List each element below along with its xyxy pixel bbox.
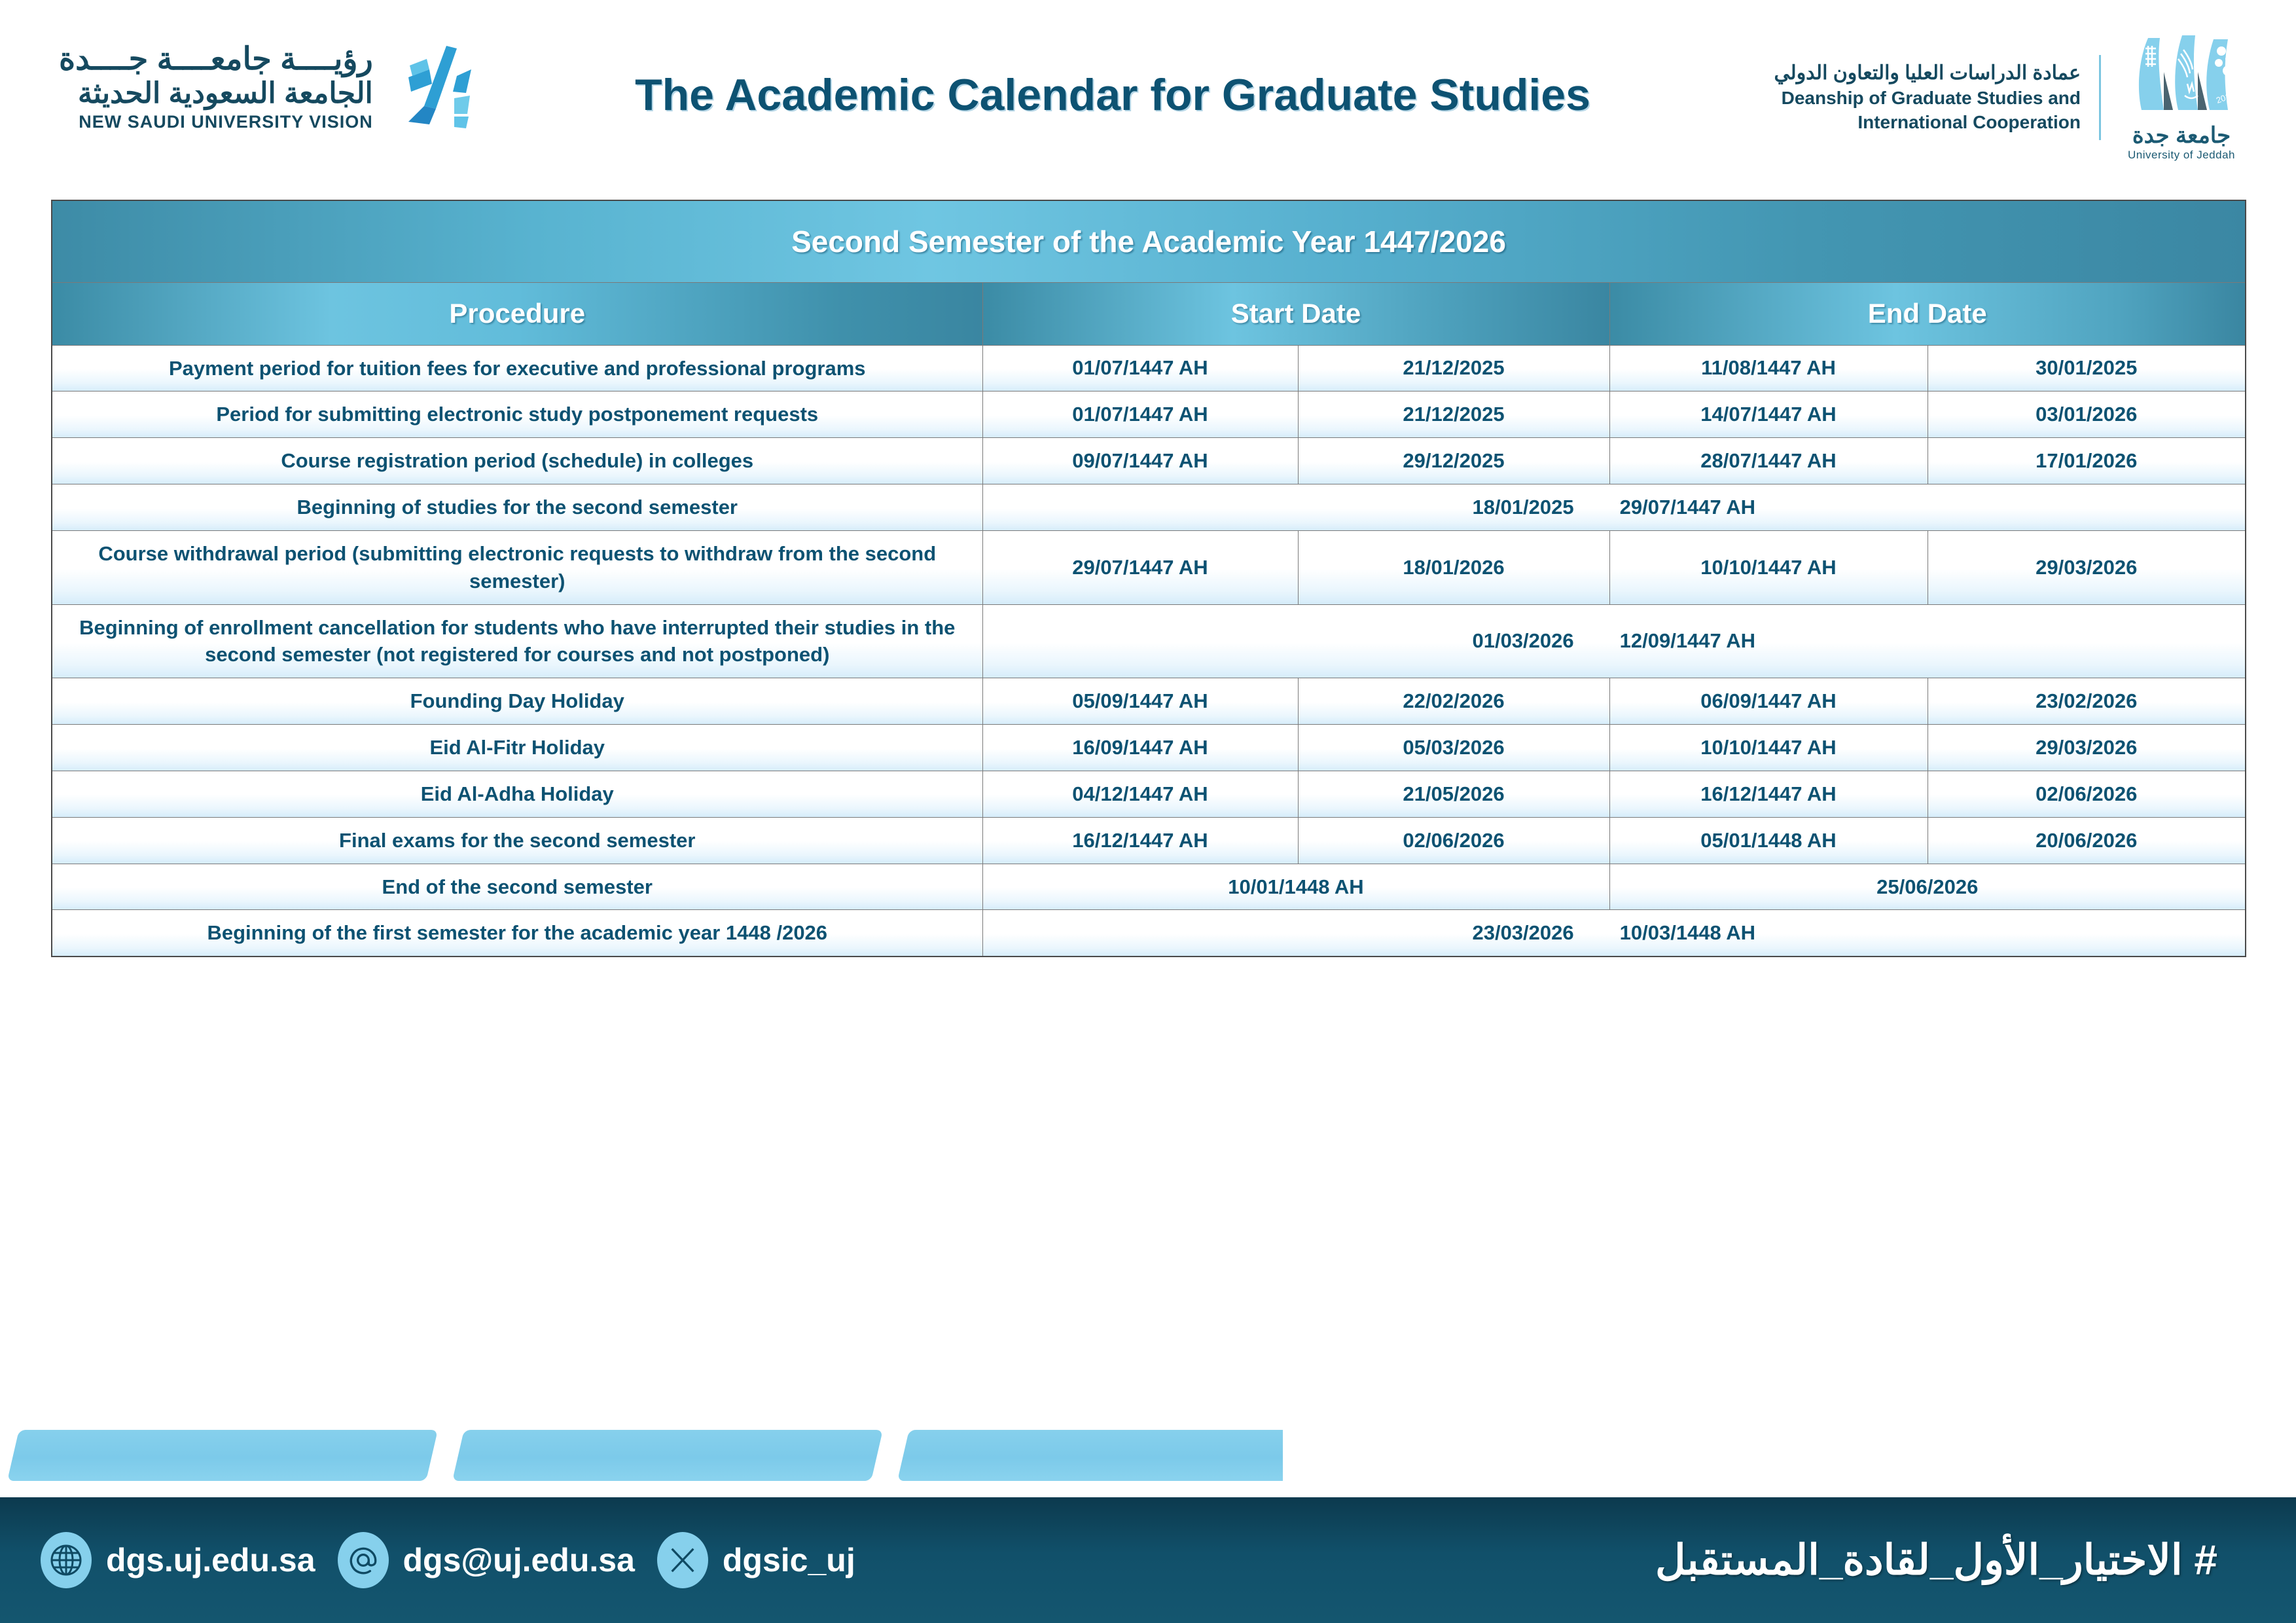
new-saudi-university-vision-logo	[59, 38, 487, 136]
page-title	[589, 0, 1636, 190]
cell-start-hijri: 05/09/1447 AH	[982, 678, 1298, 725]
column-header-procedure-label: Procedure	[449, 298, 586, 329]
footer-decoration-corner	[1283, 1430, 1394, 1499]
cell-end-gregorian: 02/06/2026	[1928, 771, 2246, 817]
cell-procedure: End of the second semester	[52, 864, 982, 910]
table-column-header-row	[52, 282, 2246, 345]
cell-start-hijri: 01/07/1447 AH	[982, 392, 1298, 438]
cell-merged-dates	[982, 910, 2246, 957]
table-row	[52, 910, 2246, 957]
cell-start-gregorian: 21/12/2025	[1298, 345, 1609, 392]
footer-decoration-shape-2	[452, 1430, 883, 1481]
university-of-jeddah-logo-icon	[2119, 33, 2244, 118]
table-body	[52, 345, 2246, 957]
cell-start-gregorian: 05/03/2026	[1298, 725, 1609, 771]
table-row	[52, 484, 2246, 531]
cell-procedure: Beginning of studies for the second semester	[52, 484, 982, 531]
cell-merged-gregorian: 23/03/2026	[1472, 921, 1574, 945]
cell-merged-dates	[982, 604, 2246, 678]
cell-start-hijri: 29/07/1447 AH	[982, 530, 1298, 604]
cell-end-hijri: 05/01/1448 AH	[1609, 817, 1928, 864]
contact-website-label: dgs.uj.edu.sa	[106, 1542, 315, 1578]
cell-end-gregorian: 23/02/2026	[1928, 678, 2246, 725]
cell-procedure: Beginning of enrollment cancellation for students who have interrupted their studies in the second semester (not registered for courses and not postponed)	[52, 604, 982, 678]
footer-hashtag: # الاختيار_الأول_لقادة_المستقبل	[1655, 1536, 2217, 1584]
cell-start-hijri: 01/07/1447 AH	[982, 345, 1298, 392]
deanship-branding	[1774, 33, 2244, 162]
cell-end-gregorian: 20/06/2026	[1928, 817, 2246, 864]
cell-procedure: Final exams for the second semester	[52, 817, 982, 864]
semester-title-cell	[52, 200, 2246, 282]
academic-calendar-table	[51, 200, 2246, 957]
globe-icon	[41, 1532, 92, 1588]
deanship-arabic: عمادة الدراسات العليا والتعاون الدولي	[1774, 62, 2081, 84]
cell-merged-gregorian: 01/03/2026	[1472, 629, 1574, 653]
x-twitter-icon	[657, 1532, 708, 1588]
table-row	[52, 771, 2246, 817]
page-footer	[0, 1497, 2296, 1623]
uj-english-name: University of Jeddah	[2127, 149, 2236, 161]
cell-procedure: Founding Day Holiday	[52, 678, 982, 725]
cell-end-gregorian: 29/03/2026	[1928, 725, 2246, 771]
cell-merged-hijri: 10/03/1448 AH	[1619, 921, 1756, 945]
deanship-english-line2: International Cooperation	[1857, 112, 2081, 133]
vision-logo-text	[59, 43, 373, 132]
cell-end-merged: 25/06/2026	[1609, 864, 2246, 910]
cell-start-gregorian: 21/05/2026	[1298, 771, 1609, 817]
vision-mark-icon	[389, 38, 487, 136]
column-header-end-date	[1609, 282, 2246, 345]
column-header-end-date-label: End Date	[1867, 298, 1987, 329]
cell-start-hijri: 16/09/1447 AH	[982, 725, 1298, 771]
cell-end-hijri: 11/08/1447 AH	[1609, 345, 1928, 392]
contact-email[interactable]	[338, 1532, 635, 1588]
page-header	[0, 0, 2296, 190]
cell-merged-gregorian: 18/01/2025	[1472, 495, 1574, 519]
cell-start-gregorian: 29/12/2025	[1298, 438, 1609, 484]
uj-arabic-name: جامعة جدة	[2132, 123, 2231, 148]
cell-procedure: Eid Al-Adha Holiday	[52, 771, 982, 817]
header-divider	[2099, 55, 2101, 140]
column-header-procedure	[52, 282, 982, 345]
footer-contacts	[0, 1532, 855, 1588]
cell-procedure: Period for submitting electronic study postponement requests	[52, 392, 982, 438]
cell-merged-dates	[982, 484, 2246, 531]
cell-merged-hijri: 12/09/1447 AH	[1619, 629, 1756, 653]
cell-end-gregorian: 30/01/2025	[1928, 345, 2246, 392]
cell-end-gregorian: 29/03/2026	[1928, 530, 2246, 604]
cell-end-gregorian: 03/01/2026	[1928, 392, 2246, 438]
contact-website[interactable]	[41, 1532, 315, 1588]
vision-arabic-line1: رؤيــــة جامعــــة جــــدة	[59, 41, 373, 77]
cell-end-gregorian: 17/01/2026	[1928, 438, 2246, 484]
cell-start-hijri: 16/12/1447 AH	[982, 817, 1298, 864]
contact-x-twitter-label: dgsic_uj	[722, 1542, 855, 1578]
contact-x-twitter[interactable]	[657, 1532, 855, 1588]
cell-end-hijri: 28/07/1447 AH	[1609, 438, 1928, 484]
vision-english-line: NEW SAUDI UNIVERSITY VISION	[79, 112, 373, 132]
svg-text:2014: 2014	[2214, 89, 2236, 105]
cell-procedure: Eid Al-Fitr Holiday	[52, 725, 982, 771]
table-row	[52, 678, 2246, 725]
at-sign-icon	[338, 1532, 389, 1588]
table-row	[52, 725, 2246, 771]
table-row	[52, 864, 2246, 910]
vision-arabic-line2: الجامعة السعودية الحديثة	[78, 77, 373, 109]
cell-procedure: Payment period for tuition fees for executive and professional programs	[52, 345, 982, 392]
cell-start-gregorian: 22/02/2026	[1298, 678, 1609, 725]
page-title-text: The Academic Calendar for Graduate Studies	[635, 70, 1590, 120]
table-row	[52, 438, 2246, 484]
table-row	[52, 604, 2246, 678]
cell-procedure: Course registration period (schedule) in colleges	[52, 438, 982, 484]
footer-decoration-shape-3	[897, 1430, 1328, 1481]
cell-start-gregorian: 21/12/2025	[1298, 392, 1609, 438]
cell-procedure: Course withdrawal period (submitting electronic requests to withdraw from the second semester)	[52, 530, 982, 604]
cell-start-merged: 10/01/1448 AH	[982, 864, 1609, 910]
cell-procedure: Beginning of the first semester for the academic year 1448 /2026	[52, 910, 982, 957]
contact-email-label: dgs@uj.edu.sa	[403, 1542, 635, 1578]
cell-merged-hijri: 29/07/1447 AH	[1619, 495, 1756, 519]
cell-start-gregorian: 18/01/2026	[1298, 530, 1609, 604]
table-row	[52, 530, 2246, 604]
cell-end-hijri: 14/07/1447 AH	[1609, 392, 1928, 438]
semester-title-text: Second Semester of the Academic Year 1447/2026	[791, 224, 1506, 259]
cell-start-hijri: 04/12/1447 AH	[982, 771, 1298, 817]
cell-end-hijri: 10/10/1447 AH	[1609, 530, 1928, 604]
column-header-start-date	[982, 282, 1609, 345]
table-row	[52, 345, 2246, 392]
cell-end-hijri: 10/10/1447 AH	[1609, 725, 1928, 771]
cell-end-hijri: 06/09/1447 AH	[1609, 678, 1928, 725]
table-row	[52, 817, 2246, 864]
cell-start-gregorian: 02/06/2026	[1298, 817, 1609, 864]
cell-start-hijri: 09/07/1447 AH	[982, 438, 1298, 484]
deanship-english-line1: Deanship of Graduate Studies and	[1781, 88, 2081, 109]
deanship-text	[1774, 62, 2081, 133]
university-of-jeddah-logo	[2119, 33, 2244, 162]
table-row	[52, 392, 2246, 438]
footer-decoration-shape-1	[7, 1430, 438, 1481]
column-header-start-date-label: Start Date	[1230, 298, 1361, 329]
cell-end-hijri: 16/12/1447 AH	[1609, 771, 1928, 817]
footer-decoration	[0, 1430, 2296, 1499]
table-title-row	[52, 200, 2246, 282]
